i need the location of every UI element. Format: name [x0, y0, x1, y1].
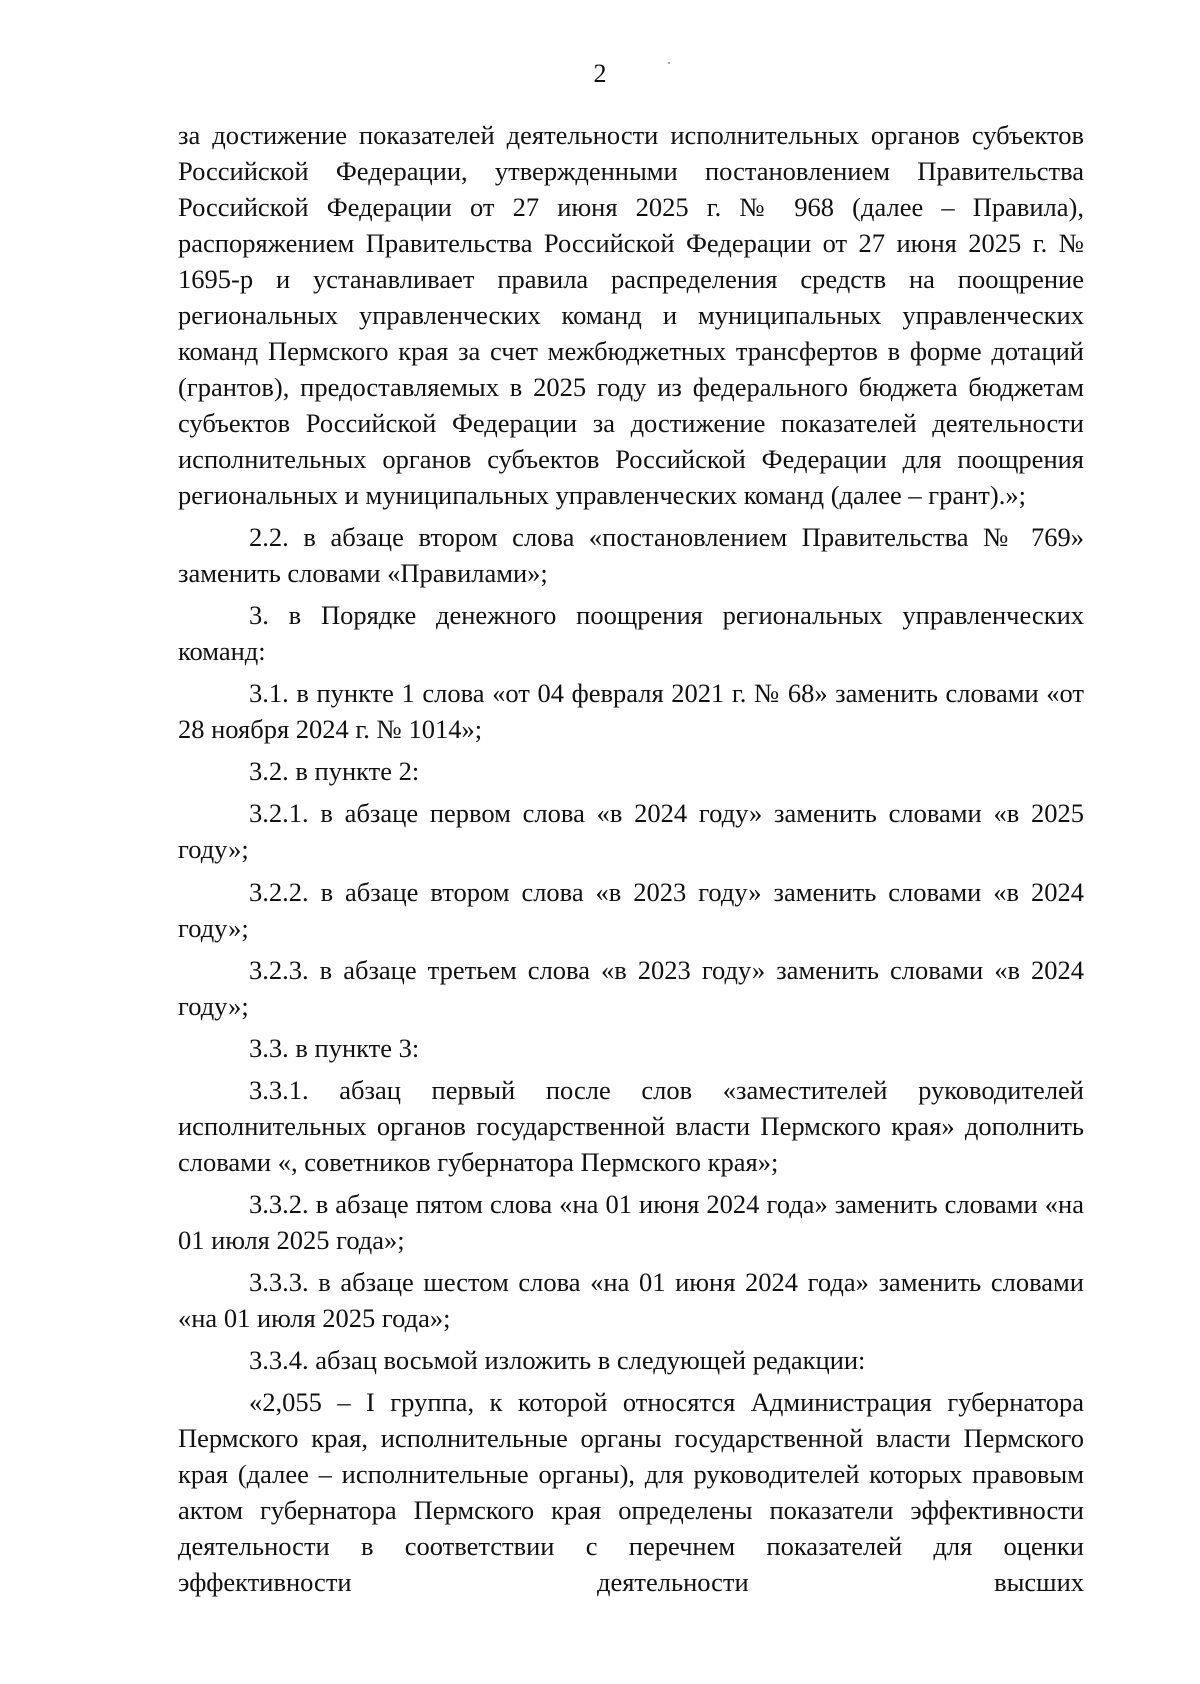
- paragraph-2: 2.2. в абзаце втором слова «постановлением Правительства № 769» заменить словами «Правилами»;: [178, 522, 1084, 589]
- paragraph-13: 3.3.4. абзац восьмой изложить в следующей редакции:: [249, 1345, 866, 1376]
- paragraph-4: 3.1. в пункте 1 слова «от 04 февраля 2021 г. № 68» заменить словами «от 28 ноября 2024 г. № 1014»;: [178, 678, 1084, 745]
- paragraph-9: 3.3. в пункте 3:: [249, 1032, 420, 1063]
- paragraph-14: «2,055 – I группа, к которой относятся Администрация губернатора Пермского края, исполнительные органы государственной власти Пермского края (далее – исполнительные органы), для руководителей которых правовым актом губернатора Пермского края определены показатели эффективности деятельности в соответствии с перечнем показателей для оценки эффективности деятельности высших: [178, 1387, 1084, 1598]
- paragraph-8: 3.2.3. в абзаце третьем слова «в 2023 году» заменить словами «в 2024 году»;: [178, 954, 1084, 1021]
- paragraph-12: 3.3.3. в абзаце шестом слова «на 01 июня 2024 года» заменить словами «на 01 июля 2025 года»;: [178, 1267, 1084, 1334]
- paragraph-10: 3.3.1. абзац первый после слов «заместителей руководителей исполнительных органов государственной власти Пермского края» дополнить словами «, советников губернатора Пермского края»;: [178, 1074, 1084, 1177]
- paragraph-1: за достижение показателей деятельности исполнительных органов субъектов Российской Федерации, утвержденными постановлением Правительства Российской Федерации от 27 июня 2025 г. № 968 (далее – Правила), распоряжением Правительства Российской Федерации от 27 июня 2025 г. № 1695-р и устанавливает правила распределения средств на поощрение региональных управленческих команд и муниципальных управленческих команд Пермского края за счет межбюджетных трансфертов в форме дотаций (грантов), предоставляемых в 2025 году из федерального бюджета бюджетам субъектов Российской Федерации за достижение показателей деятельности исполнительных органов субъектов Российской Федерации для поощрения региональных и муниципальных управленческих команд (далее – грант).»;: [178, 120, 1084, 510]
- paragraph-11: 3.3.2. в абзаце пятом слова «на 01 июня 2024 года» заменить словами «на 01 июля 2025 года»;: [178, 1188, 1084, 1255]
- document-body: [178, 117, 1084, 1606]
- page-number: 2: [593, 59, 607, 88]
- paragraph-3: 3. в Порядке денежного поощрения региональных управленческих команд:: [178, 600, 1084, 667]
- scan-speck: [668, 62, 670, 64]
- paragraph-6: 3.2.1. в абзаце первом слова «в 2024 году» заменить словами «в 2025 году»;: [178, 798, 1084, 865]
- paragraph-5: 3.2. в пункте 2:: [249, 756, 420, 787]
- paragraph-7: 3.2.2. в абзаце втором слова «в 2023 году» заменить словами «в 2024 году»;: [178, 876, 1084, 943]
